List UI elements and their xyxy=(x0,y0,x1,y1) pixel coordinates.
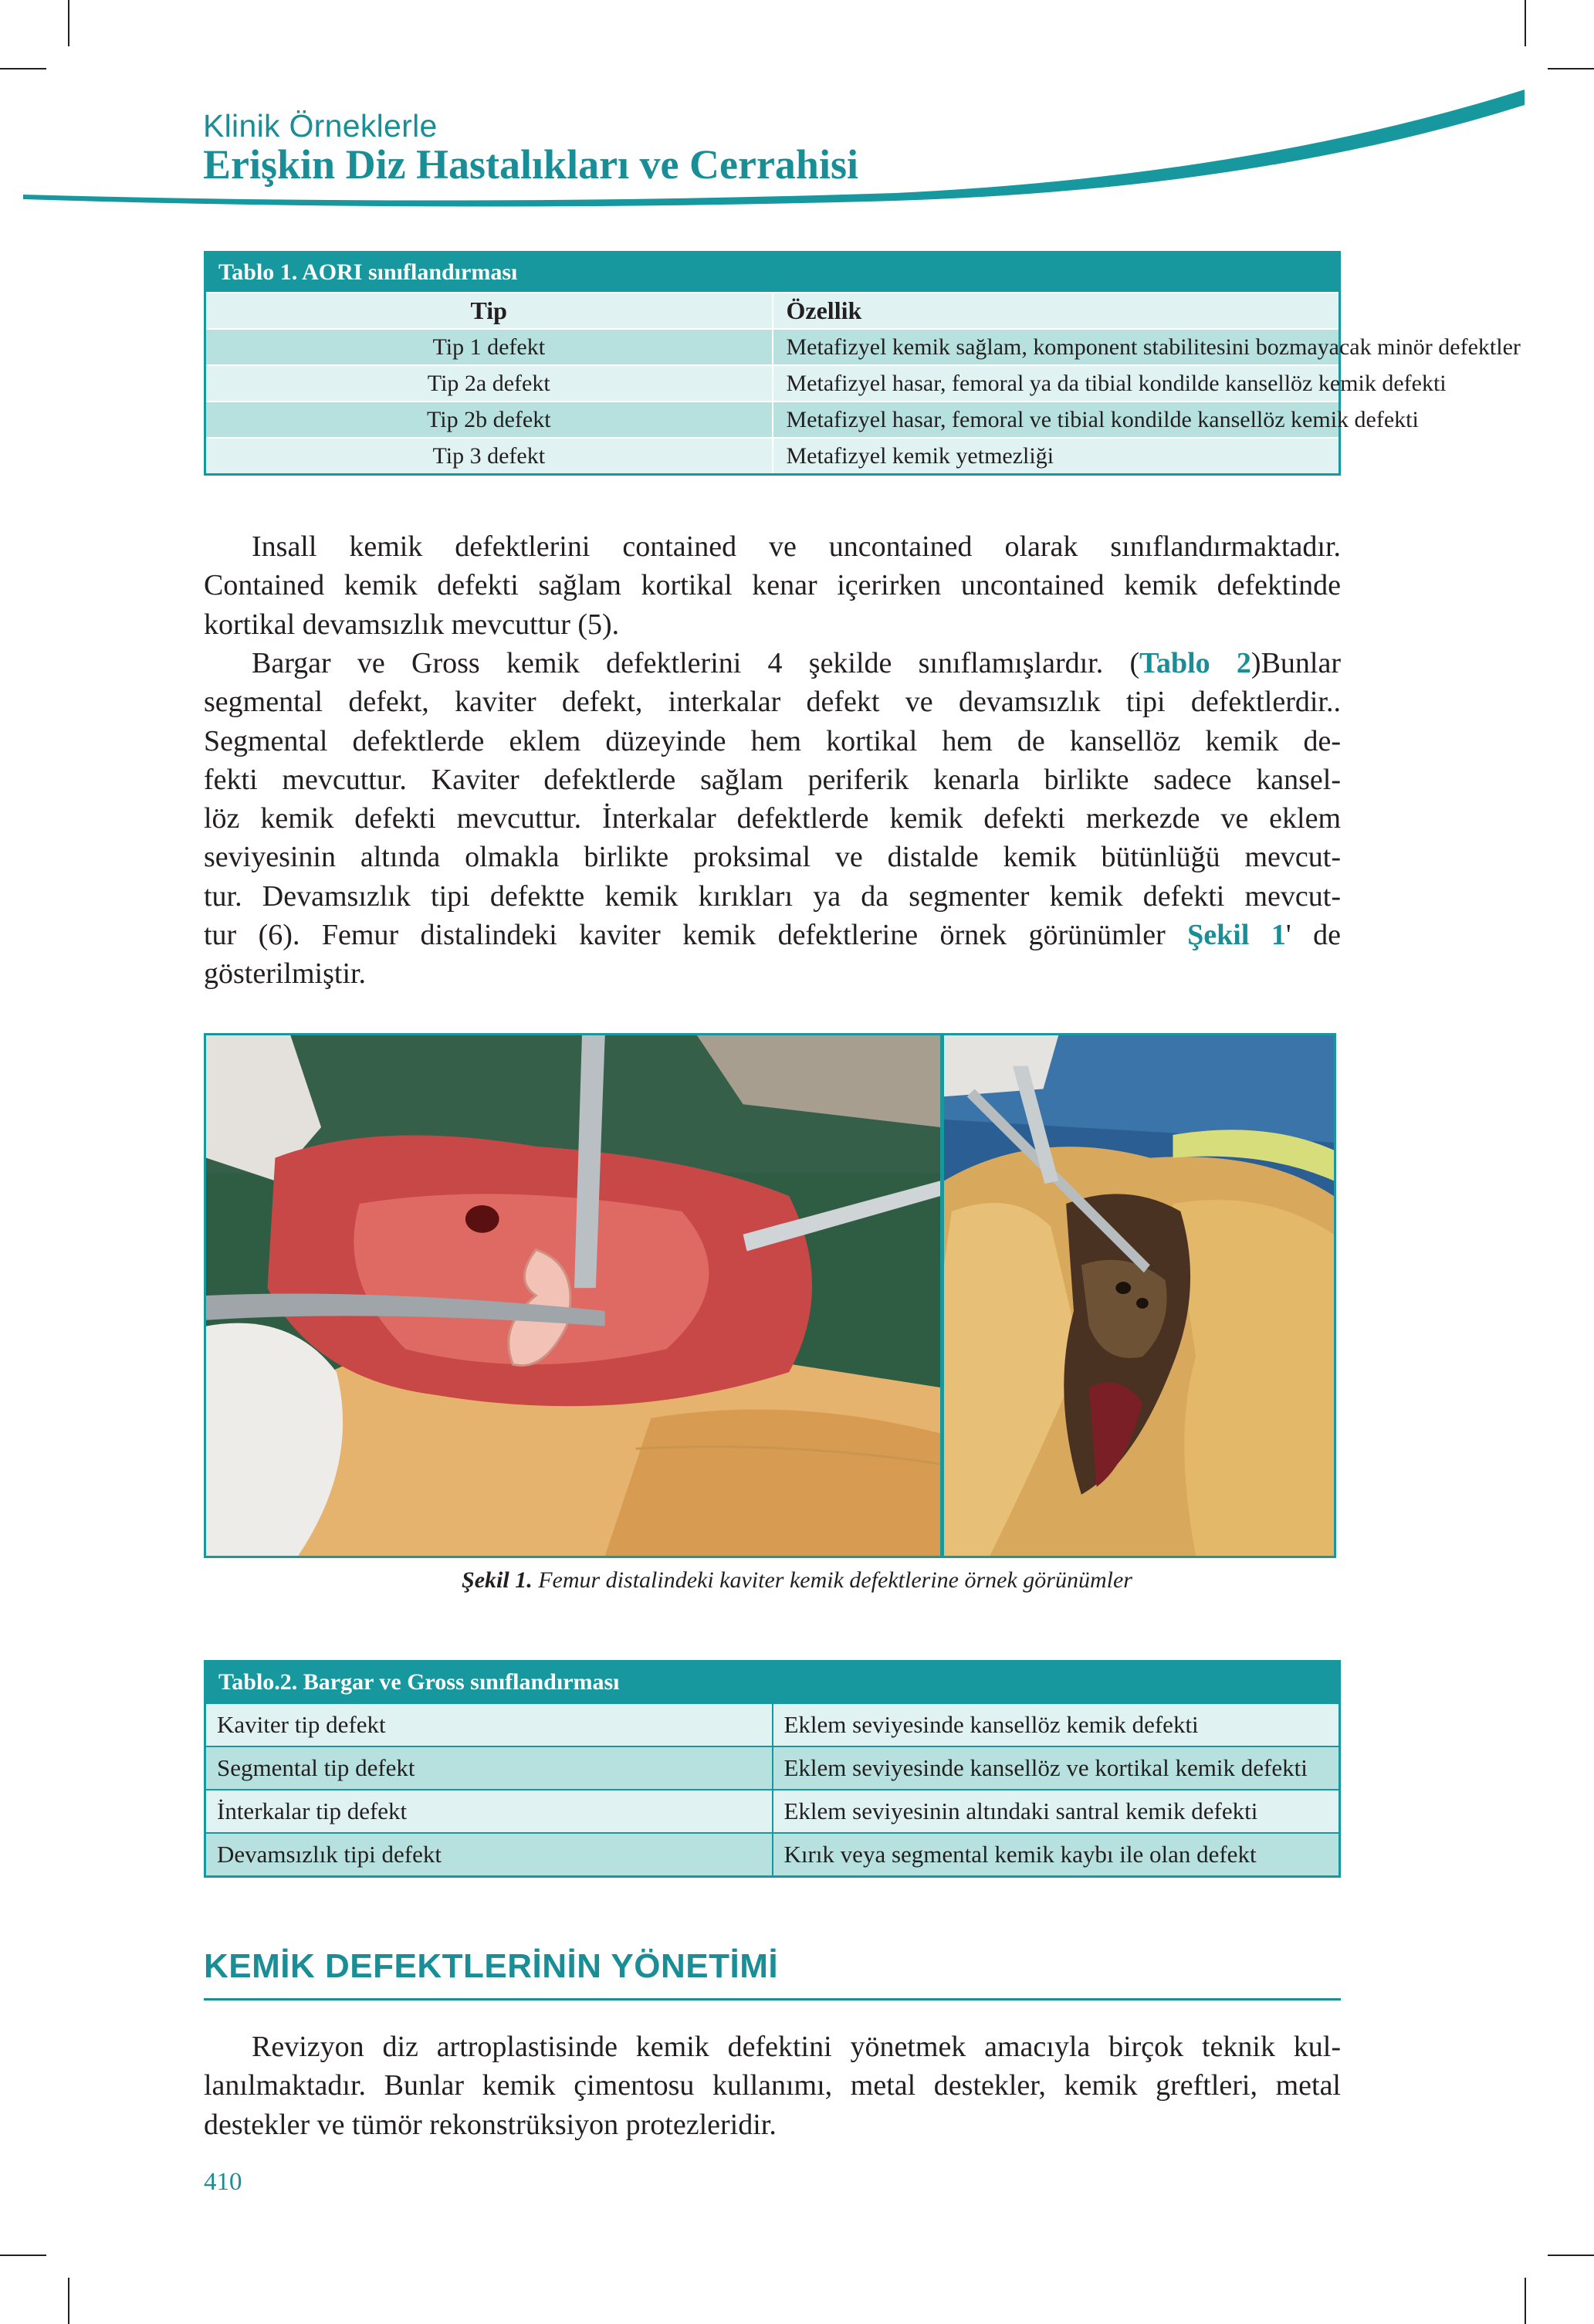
text-line: Bargar ve Gross kemik defektlerini 4 şekilde sınıflamışlardır. (Tablo 2)Bunlar xyxy=(252,647,1341,679)
table-row xyxy=(205,1833,1340,1877)
table-cell: Eklem seviyesinde kansellöz kemik defekti xyxy=(773,1703,1340,1746)
table-row xyxy=(205,329,1340,365)
table2-reference-link[interactable]: Tablo 2 xyxy=(1139,647,1251,679)
aori-classification-table xyxy=(204,251,1521,476)
table-cell: Tip 2a defekt xyxy=(205,365,773,401)
section-heading: KEMİK DEFEKTLERİNİN YÖNETİMİ xyxy=(204,1947,779,1985)
crop-mark xyxy=(68,2278,69,2324)
table-cell: Metafizyel kemik sağlam, komponent stabilitesini bozmayacak minör defektler xyxy=(773,329,1340,365)
column-header-ozellik: Özellik xyxy=(773,293,1340,329)
text-line: tur (6). Femur distalindeki kaviter kemik defektlerine örnek görünümler Şekil 1' de xyxy=(204,919,1342,952)
table-row xyxy=(205,1703,1340,1746)
table-row xyxy=(205,438,1340,475)
table-cell: İnterkalar tip defekt xyxy=(205,1790,773,1833)
text-line: lanılmaktadır. Bunlar kemik çimentosu kullanımı, metal destekler, kemik greftleri, metal xyxy=(204,2069,1341,2102)
crop-mark xyxy=(68,0,69,46)
surgical-photo-left xyxy=(204,1033,943,1558)
text-line: destekler ve tümör rekonstrüksiyon protezleridir. xyxy=(204,2108,777,2141)
paragraph-insall xyxy=(204,527,1341,644)
figure1-reference-link[interactable]: Şekil 1 xyxy=(1187,919,1286,952)
table-cell: Metafizyel kemik yetmezliği xyxy=(773,438,1340,475)
text-line: fekti mevcuttur. Kaviter defektlerde sağlam periferik kenarla birlikte sadece kansel- xyxy=(204,763,1341,796)
section-divider xyxy=(204,1998,1341,2000)
text-line: seviyesinin altında olmakla birlikte proksimal ve distalde kemik bütünlüğü mevcut- xyxy=(204,841,1341,874)
text-line: Revizyon diz artroplastisinde kemik defektini yönetmek amacıyla birçok teknik kul- xyxy=(252,2031,1341,2063)
table-row xyxy=(205,401,1340,438)
figure-label: Şekil 1. xyxy=(462,1567,533,1593)
table-cell: Tip 1 defekt xyxy=(205,329,773,365)
book-subtitle: Klinik Örneklerle xyxy=(203,108,438,144)
table-caption: Tablo.2. Bargar ve Gross sınıflandırması xyxy=(205,1662,1340,1704)
crop-mark xyxy=(1525,2278,1526,2324)
text-line: Contained kemik defekti sağlam kortikal kenar içerirken uncontained kemik defektinde xyxy=(204,569,1341,602)
text-line: kortikal devamsızlık mevcuttur (5). xyxy=(204,608,620,641)
table-cell: Tip 2b defekt xyxy=(205,401,773,438)
bargar-gross-table xyxy=(204,1660,1341,1878)
surgical-photo-right xyxy=(942,1033,1336,1558)
text-line: tur. Devamsızlık tipi defektte kemik kırıkları ya da segmenter kemik defekti mevcut- xyxy=(204,879,1341,913)
table-cell: Eklem seviyesinde kansellöz ve kortikal kemik defekti xyxy=(773,1746,1340,1790)
text-line: gösterilmiştir. xyxy=(204,957,367,991)
crop-mark xyxy=(1548,2255,1594,2256)
book-title: Erişkin Diz Hastalıkları ve Cerrahisi xyxy=(203,141,858,188)
table-cell: Tip 3 defekt xyxy=(205,438,773,475)
table-caption: Tablo 1. AORI sınıflandırması xyxy=(205,252,1340,293)
text-line: Insall kemik defektlerini contained ve uncontained olarak sınıflandırmaktadır. xyxy=(252,530,1341,563)
table-cell: Segmental tip defekt xyxy=(205,1746,773,1790)
table-row xyxy=(205,1746,1340,1790)
text-line: segmental defekt, kaviter defekt, interkalar defekt ve devamsızlık tipi defektlerdir.. xyxy=(204,686,1341,719)
crop-mark xyxy=(1525,0,1526,46)
text-line: löz kemik defekti mevcuttur. İnterkalar defektlerde kemik defekti merkezde ve eklem xyxy=(204,802,1341,835)
table-cell: Metafizyel hasar, femoral ya da tibial kondilde kansellöz kemik defekti xyxy=(773,365,1340,401)
table-row xyxy=(205,365,1340,401)
page-number: 410 xyxy=(204,2168,242,2196)
text-line: Segmental defektlerde eklem düzeyinde hem kortikal hem de kansellöz kemik de- xyxy=(204,724,1341,757)
crop-mark xyxy=(0,68,46,69)
figure-caption-text: Femur distalindeki kaviter kemik defektlerine örnek görünümler xyxy=(532,1567,1132,1593)
table-cell: Kırık veya segmental kemik kaybı ile olan defekt xyxy=(773,1833,1340,1877)
crop-mark xyxy=(0,2255,46,2256)
table-cell: Kaviter tip defekt xyxy=(205,1703,773,1746)
table-cell: Metafizyel hasar, femoral ve tibial kondilde kansellöz kemik defekti xyxy=(773,401,1340,438)
paragraph-bargar-gross xyxy=(204,644,1341,994)
table-cell: Devamsızlık tipi defekt xyxy=(205,1833,773,1877)
figure-caption xyxy=(0,1567,1594,1594)
column-header-tip: Tip xyxy=(205,293,773,329)
table-row xyxy=(205,1790,1340,1833)
crop-mark xyxy=(1548,68,1594,69)
paragraph-revizyon xyxy=(204,2028,1341,2144)
table-cell: Eklem seviyesinin altındaki santral kemik defekti xyxy=(773,1790,1340,1833)
